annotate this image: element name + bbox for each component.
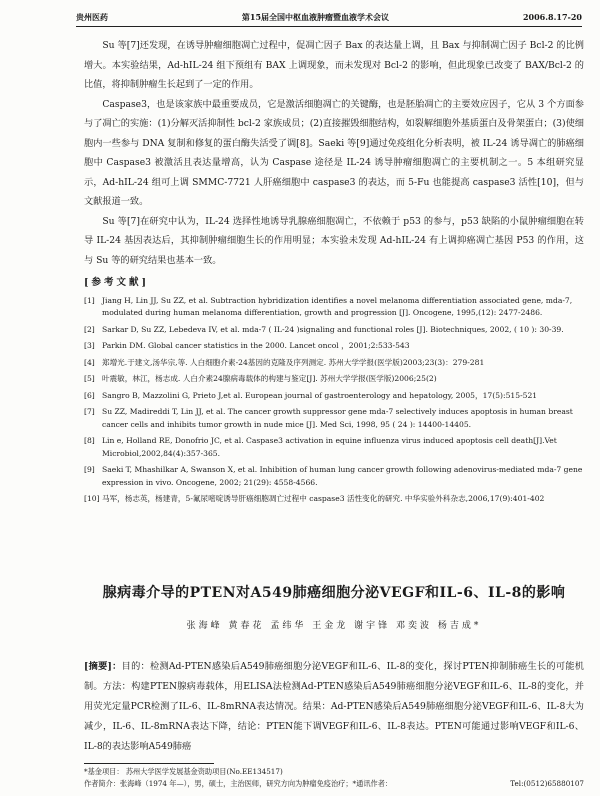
reference-text: Lin e, Holland RE, Donofrio JC, et al. Caspase3 activation in equine influenza virus induced apoptosis cell death[J].Vet Microbiol,2002,84(4):357-365. [102, 436, 557, 458]
reference-text: Su ZZ, Madireddi T, Lin JJ, et al. The cancer growth suppressor gene mda-7 selectively induces apoptosis in human breast cancer cells and inhibits tumor growth in nude mice [J]. Med Sci, 1998, 95 ( 24 ): 14400-14405. [102, 407, 573, 429]
reference-text: 郑增光.于建文,汤华宗,等. 人白细胞介素-24基因的克隆及序列测定. 苏州大学学报(医学版)2003;23(3)：279-281 [102, 357, 485, 367]
reference-number: [2] [84, 324, 95, 334]
reference-list [84, 295, 584, 506]
footnote-author-info: 作者简介：张海峰（1974 年—），男，硕士，主治医师，研究方向为肿瘤免疫治疗；*通讯作者： [84, 779, 393, 788]
footnote-fund: *基金项目： 苏州大学医学发展基金资助项目(No.EE134517) [84, 767, 283, 776]
reference-item [84, 493, 584, 506]
body-text [84, 36, 584, 510]
abstract [84, 657, 584, 757]
reference-item [84, 390, 584, 403]
running-header-left: 贵州医药 [76, 11, 108, 22]
reference-number: [9] [84, 465, 95, 474]
reference-item [84, 406, 584, 431]
reference-text: 叶震敏，林江，杨志成. 人白介素24腺病毒载体的构建与鉴定[J]. 苏州大学学报(医学版)2006;25(2) [102, 374, 437, 383]
running-header-center: 第15届全国中枢血液肿瘤暨血液学术会议 [241, 11, 390, 22]
reference-number: [1] [84, 295, 95, 305]
reference-item [84, 295, 584, 320]
reference-item [84, 357, 584, 370]
article-title: 腺病毒介导的PTEN对A549肺癌细胞分泌VEGF和IL-6、IL-8的影响 [102, 585, 566, 601]
reference-text: Sarkar D, Su ZZ, Lebedeva IV, et al. mda-7 ( IL-24 )signaling and functional roles [J]. Biotechniques, 2002, ( 10 ): 30-39. [102, 324, 564, 334]
author-list: 张海峰 黄春花 孟纬华 王金龙 谢宇锋 邓奕波 杨吉成* [186, 621, 482, 631]
reference-item [84, 340, 584, 353]
body-paragraph: Su 等[7]在研究中认为，IL-24 选择性地诱导乳腺癌细胞凋亡，不依赖于 p53 的参与，p53 缺陷的小鼠肿瘤细胞在转导 IL-24 基因表达后，其抑制肿瘤细胞生长的作用明显；本实验未发现 Ad-hIL-24 有上调抑癌凋亡基因 P53 的作用，这与 Su 等的研究结果也基本一致。 [84, 215, 584, 266]
body-paragraph: Caspase3，也是该家族中最重要成员，它是激活细胞凋亡的关键酶，也是胚胎凋亡的主要效应因子，它从 3 个方面参与了凋亡的实施：(1)分解灭活抑制性 bcl-2 家族成员；(2)直接摧毁细胞结构，如裂解细胞外基质蛋白及骨架蛋白；(3)使细胞内一些参与 DNA 复制和修复的蛋白酶失活受了调[8]。Saeki 等[9]通过免疫组化分析表明，被 IL-24 诱导凋亡的肺癌细胞中 Caspase3 被激活且表达量增高，认为 Caspase 途径是 IL-24 诱导肿瘤细胞凋亡的主要机制之一。5 本组研究显示，Ad-hIL-24 组可上调 SMMC-7721 人肝癌细胞中 caspase3 的表达，而 5-Fu 也能提高 caspase3 活性[10]，但与文献报道一致。 [84, 98, 584, 207]
reference-number: [8] [84, 436, 95, 445]
abstract-label: [摘要]： [84, 661, 122, 672]
footnote-fund-row [84, 766, 584, 778]
reference-text: Parkin DM. Global cancer statistics in the 2000. Lancet oncol ，2001;2:533-543 [102, 341, 410, 350]
reference-text: 马军，杨志英，杨建青，5-氟尿嘧啶诱导肝癌细胞凋亡过程中 caspase3 活性变化的研究. 中华实验外科杂志,2006,17(9):401-402 [102, 494, 545, 503]
reference-number: [5] [84, 374, 95, 383]
references-heading: [参考文献] [84, 277, 149, 288]
body-paragraph: Su 等[7]还发现，在诱导肿瘤细胞凋亡过程中，促凋亡因子 Bax 的表达量上调，且 Bax 与抑制凋亡因子 Bcl-2 的比例增大。本实验结果，Ad-hIL-24 组下预组有 BAX 上调现象，而未发现对 Bcl-2 的影响，但此现象已改变了 BAX/Bcl-2 的比值，将抑制肿瘤生长起到了一定的作用。 [84, 40, 584, 90]
reference-number: [3] [84, 341, 95, 350]
running-header [76, 10, 582, 27]
running-header-right: 2006.8.17-20 [522, 12, 582, 22]
reference-number: [4] [84, 357, 95, 367]
reference-number: [6] [84, 390, 95, 400]
reference-item [84, 373, 584, 386]
reference-text: Sangro B, Mazzolini G, Prieto J,et al. European journal of gastroenterology and hepatology, 2005，17(5):515-521 [102, 390, 538, 400]
reference-item [84, 464, 584, 489]
footnotes [84, 766, 584, 790]
reference-item [84, 435, 584, 460]
reference-number: [7] [84, 407, 95, 416]
article-title-block [84, 582, 584, 631]
reference-number: [10] [84, 494, 100, 503]
footnote-contact: Tel:(0512)65880107 [510, 779, 584, 788]
footnote-divider [84, 763, 214, 764]
reference-item [84, 324, 584, 337]
reference-text: Jiang H, Lin JJ, Su ZZ, et al. Subtraction hybridization identifies a novel melanoma differentiation associated gene, mda-7, modulated during human melanoma differentiation, growth and progression [J]. Oncogene, 1995,(12): 2477-2486. [102, 295, 573, 317]
footnote-author-row [84, 778, 584, 790]
reference-text: Saeki T, Mhashilkar A, Swanson X, et al. Inhibition of human lung cancer growth following adenovirus-mediated mda-7 gene expression in vivo. Oncogene, 2002; 21(29): 4558-4566. [102, 465, 583, 487]
abstract-text: 目的：检测Ad-PTEN感染后A549肺癌细胞分泌VEGF和IL-6、IL-8的变化，探讨PTEN抑制肺癌生长的可能机制。方法：构建PTEN腺病毒载体，用ELISA法检测Ad-PTEN感染后A549肺癌细胞分泌VEGF和IL-6、IL-8的变化，并用荧光定量PCR检测了IL-6、IL-8mRNA表达情况。结果：Ad-PTEN感染后A549肺癌细胞分泌VEGF和IL-6、IL-8大为减少，IL-6、IL-8mRNA表达下降，结论：PTEN能下调VEGF和IL-6、IL-8表达。PTEN可能通过影响VEGF和IL-6、IL-8的表达影响A549肺癌 [84, 661, 584, 752]
